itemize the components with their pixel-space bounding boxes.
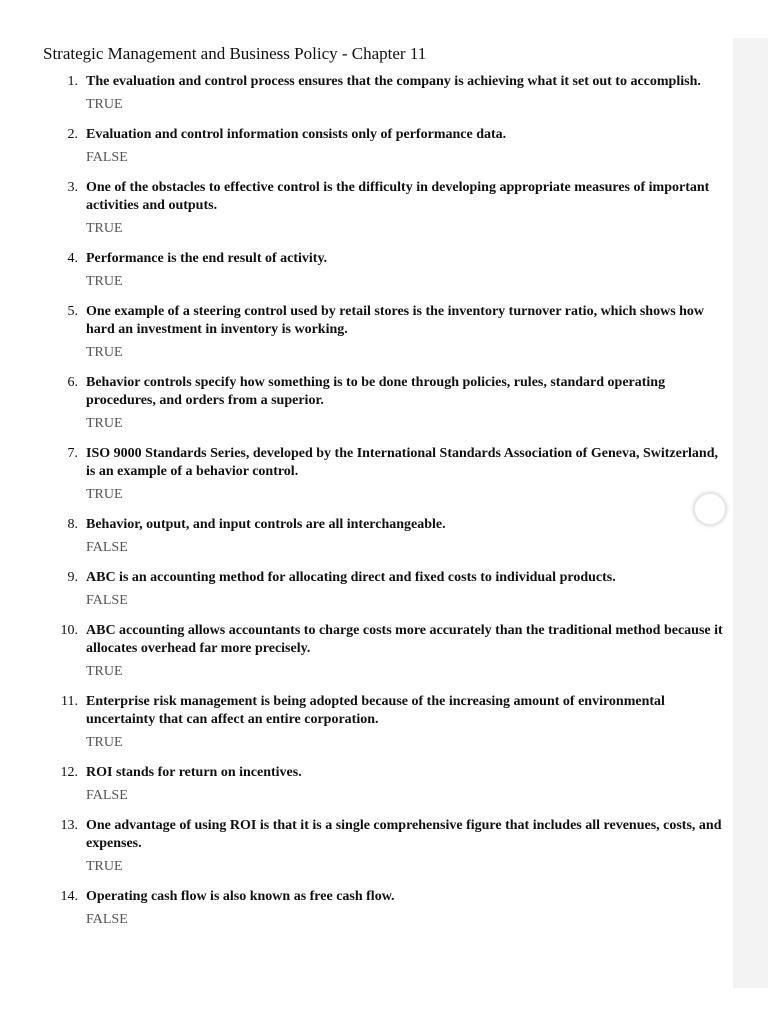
question-answer: FALSE <box>86 540 128 555</box>
question-answer: FALSE <box>86 593 128 608</box>
question-number: 2. <box>67 127 78 142</box>
list-item <box>0 303 725 362</box>
question-answer: TRUE <box>86 859 123 874</box>
question-text: ABC is an accounting method for allocating direct and fixed costs to individual products. <box>86 570 616 585</box>
question-text: Behavior controls specify how something is to be done through policies, rules, standard operating procedures, and orders from a superior. <box>86 375 666 408</box>
question-number: 13. <box>60 818 78 833</box>
list-item <box>0 445 725 504</box>
question-number: 11. <box>61 694 78 709</box>
question-text: ABC accounting allows accountants to charge costs more accurately than the traditional method because it allocates overhead far more precisely. <box>86 623 723 656</box>
question-text: The evaluation and control process ensures that the company is achieving what it set out to accomplish. <box>86 74 701 89</box>
question-answer: TRUE <box>86 487 123 502</box>
question-text: One of the obstacles to effective control is the difficulty in developing appropriate measures of important activities and outputs. <box>86 180 710 213</box>
question-text: Behavior, output, and input controls are all interchangeable. <box>86 517 446 532</box>
list-item <box>0 73 725 114</box>
question-answer: TRUE <box>86 416 123 431</box>
list-item <box>0 764 725 805</box>
list-item <box>0 179 725 238</box>
question-answer: TRUE <box>86 664 123 679</box>
question-number: 3. <box>67 180 78 195</box>
question-text: One example of a steering control used by retail stores is the inventory turnover ratio, which shows how hard an investment in inventory is working. <box>86 304 705 337</box>
question-text: ISO 9000 Standards Series, developed by the International Standards Association of Geneva, Switzerland, is an example of a behavior control. <box>86 446 718 479</box>
question-number: 12. <box>60 765 78 780</box>
list-item <box>0 569 725 610</box>
question-answer: FALSE <box>86 912 128 927</box>
list-item <box>0 817 725 876</box>
question-number: 8. <box>67 517 78 532</box>
question-answer: TRUE <box>86 274 123 289</box>
scroll-handle[interactable] <box>694 493 726 525</box>
question-text: Evaluation and control information consists only of performance data. <box>86 127 507 142</box>
question-number: 6. <box>67 375 78 390</box>
question-text: Performance is the end result of activity. <box>86 251 328 266</box>
question-answer: TRUE <box>86 735 123 750</box>
question-list <box>0 73 725 941</box>
question-number: 10. <box>60 623 78 638</box>
list-item <box>0 888 725 929</box>
list-item <box>0 622 725 681</box>
question-text: Enterprise risk management is being adopted because of the increasing amount of environmental uncertainty that can affect an entire corporation. <box>86 694 665 727</box>
question-number: 14. <box>60 889 78 904</box>
question-text: One advantage of using ROI is that it is a single comprehensive figure that includes all revenues, costs, and expenses. <box>86 818 722 851</box>
question-answer: TRUE <box>86 221 123 236</box>
question-answer: TRUE <box>86 345 123 360</box>
question-number: 7. <box>67 446 78 461</box>
list-item <box>0 126 725 167</box>
question-answer: TRUE <box>86 97 123 112</box>
question-text: ROI stands for return on incentives. <box>86 765 302 780</box>
question-number: 4. <box>67 251 78 266</box>
list-item <box>0 516 725 557</box>
list-item <box>0 250 725 291</box>
question-text: Operating cash flow is also known as free cash flow. <box>86 889 395 904</box>
question-number: 5. <box>67 304 78 319</box>
right-gutter <box>733 38 768 988</box>
list-item <box>0 374 725 433</box>
document-title: Strategic Management and Business Policy - Chapter 11 <box>43 44 427 63</box>
question-number: 9. <box>67 570 78 585</box>
question-answer: FALSE <box>86 788 128 803</box>
question-answer: FALSE <box>86 150 128 165</box>
list-item <box>0 693 725 752</box>
question-number: 1. <box>67 74 78 89</box>
